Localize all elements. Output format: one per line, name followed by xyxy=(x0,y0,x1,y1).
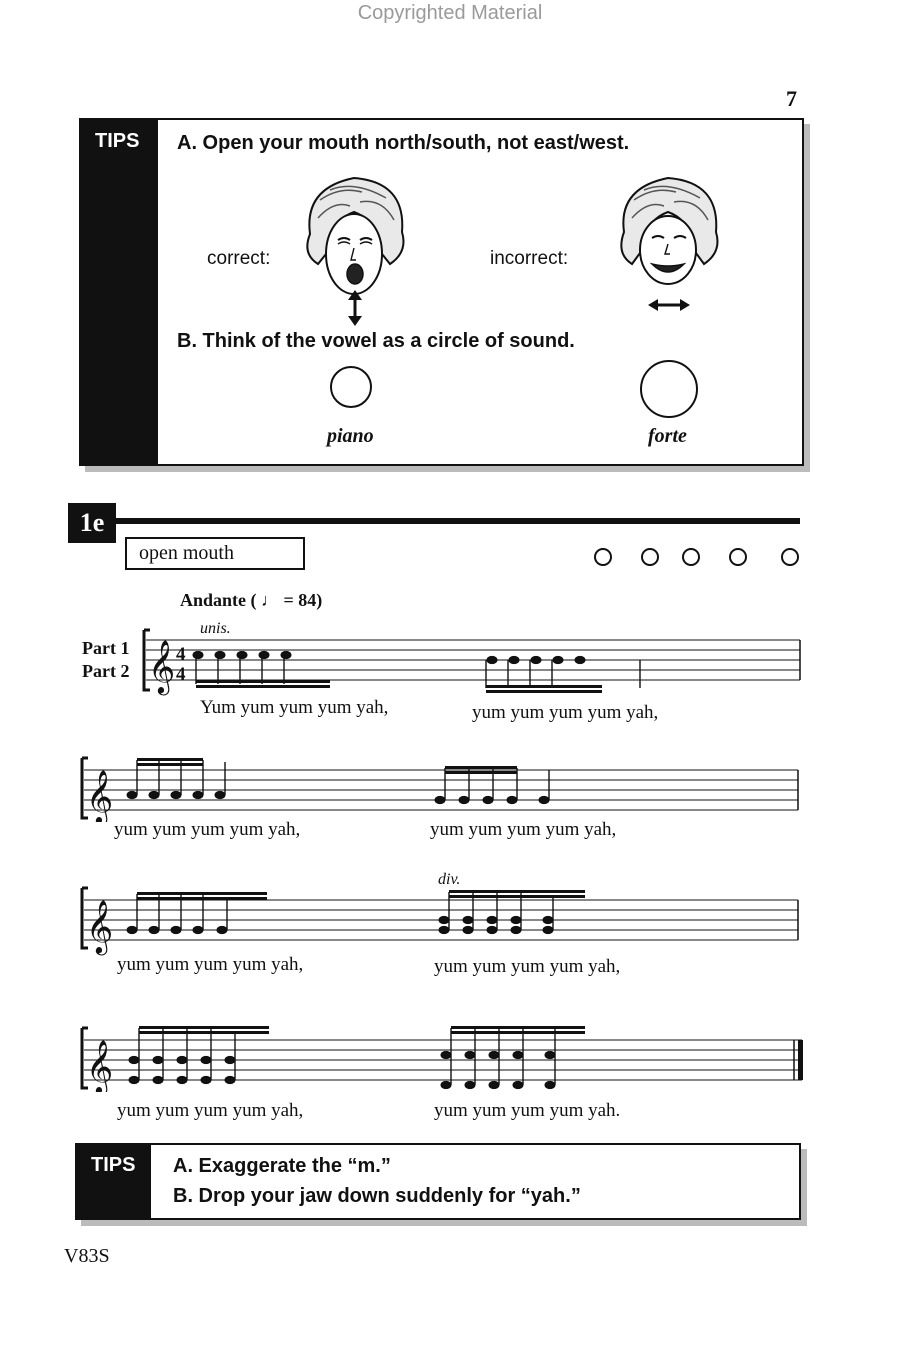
staff-system-2 xyxy=(74,750,804,822)
tips-tag: TIPS xyxy=(91,1154,136,1176)
staff-system-3 xyxy=(74,884,804,956)
tip-a-text: A. Exaggerate the “m.” xyxy=(173,1155,391,1177)
svg-text:𝄞: 𝄞 xyxy=(86,1039,114,1092)
copyright-watermark: Copyrighted Material xyxy=(357,2,543,24)
piano-vowel-circle xyxy=(330,366,372,408)
practice-circle[interactable] xyxy=(781,548,799,566)
lyric-line-3b: yum yum yum yum yah, xyxy=(434,956,621,977)
lyric-line-1b: yum yum yum yum yah, xyxy=(472,702,659,723)
exercise-header-rule xyxy=(116,518,800,524)
tempo-bpm: = 84) xyxy=(283,590,323,610)
time-signature-bottom: 4 xyxy=(176,664,186,685)
page-number: 7 xyxy=(786,86,797,111)
unis-marking: unis. xyxy=(200,620,231,637)
tempo-marking xyxy=(180,590,322,611)
instruction-box: open mouth xyxy=(125,537,305,570)
incorrect-face-illustration xyxy=(604,168,734,318)
part1-label: Part 1 xyxy=(82,638,130,658)
piano-label: piano xyxy=(327,425,374,447)
forte-label: forte xyxy=(648,425,687,447)
tips-box-bottom xyxy=(75,1143,801,1220)
svg-text:𝄞: 𝄞 xyxy=(86,769,114,822)
part2-label: Part 2 xyxy=(82,661,130,681)
practice-checkboxes xyxy=(594,548,804,568)
time-signature-top: 4 xyxy=(176,644,186,665)
lyric-line-1a: Yum yum yum yum yah, xyxy=(200,697,389,718)
svg-text:𝄞: 𝄞 xyxy=(86,899,114,953)
practice-circle[interactable] xyxy=(594,548,612,566)
tips-tag: TIPS xyxy=(95,130,140,152)
staff-system-1 xyxy=(136,624,806,696)
incorrect-label: incorrect: xyxy=(490,248,569,269)
tips-sidebar xyxy=(81,120,158,464)
lyric-line-2a: yum yum yum yum yah, xyxy=(114,819,301,840)
forte-vowel-circle xyxy=(640,360,698,418)
publication-code: V83S xyxy=(64,1245,110,1267)
lyric-line-4b: yum yum yum yum yah. xyxy=(434,1100,621,1121)
tempo-text: Andante ( xyxy=(180,590,257,610)
lyric-line-4a: yum yum yum yum yah, xyxy=(117,1100,304,1121)
tip-b-text: B. Drop your jaw down suddenly for “yah.” xyxy=(173,1185,581,1207)
svg-text:𝄞: 𝄞 xyxy=(148,639,176,693)
div-marking: div. xyxy=(438,871,461,888)
tip-b-text: B. Think of the vowel as a circle of sound. xyxy=(177,330,575,352)
practice-circle[interactable] xyxy=(682,548,700,566)
staff-system-4 xyxy=(74,1020,808,1092)
lyric-line-2b: yum yum yum yum yah, xyxy=(430,819,617,840)
lyric-line-3a: yum yum yum yum yah, xyxy=(117,954,304,975)
tip-a-text: A. Open your mouth north/south, not east/west. xyxy=(177,132,630,154)
practice-circle[interactable] xyxy=(641,548,659,566)
correct-label: correct: xyxy=(207,248,271,269)
quarter-note-icon: ♩ xyxy=(261,590,280,610)
exercise-number: 1e xyxy=(68,503,116,543)
correct-face-illustration xyxy=(290,168,420,328)
practice-circle[interactable] xyxy=(729,548,747,566)
